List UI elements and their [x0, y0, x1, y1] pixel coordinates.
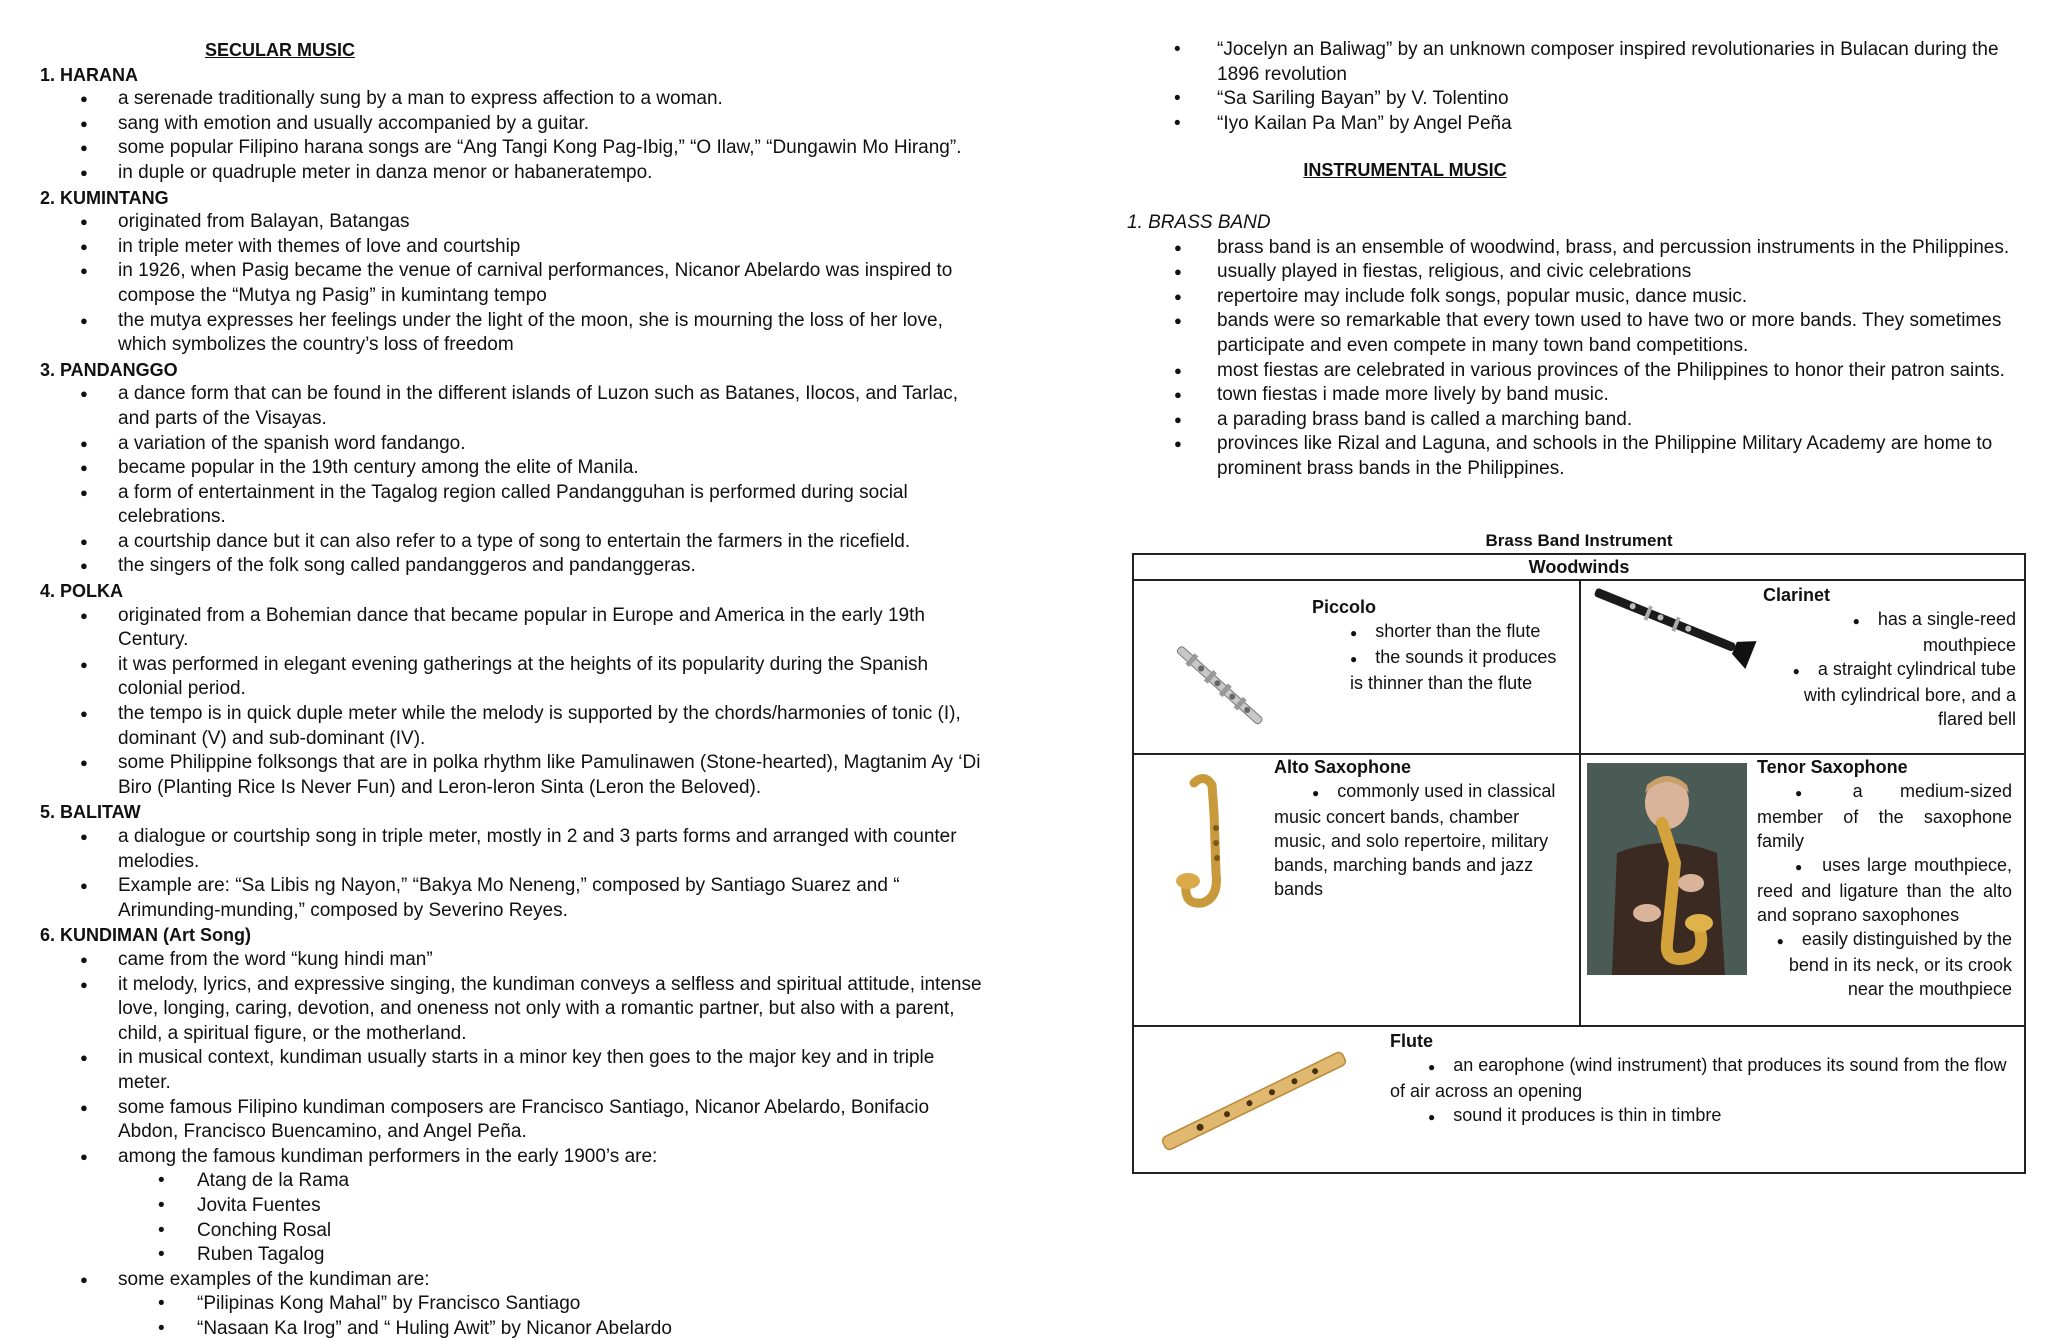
list-item: ● usually played in fiestas, religious, and civic celebrations: [1125, 260, 2025, 285]
list-item: ● it melody, lyrics, and expressive singing, the kundiman conveys a selfless and spiritual attitude, intense love, longing, caring, devotion, and oneness not only with a romantic partner, but also with a parent, child, a spiritual figure, or the motherland.: [40, 973, 990, 1047]
list-item: ● the singers of the folk song called pandanggeros and pandanggeras.: [40, 554, 990, 579]
list-item: ● easily distinguished by the bend in its neck, or its crook near the mouthpiece: [1757, 927, 2012, 1001]
list-item: ● the sounds it produces is thinner than the flute: [1312, 645, 1572, 695]
list-item: ● uses large mouthpiece, reed and ligature than the alto and soprano saxophones: [1757, 853, 2012, 927]
list-item: • Ruben Tagalog: [40, 1243, 990, 1268]
list-item: • “Nasaan Ka Irog” and “ Huling Awit” by Nicanor Abelardo: [40, 1317, 990, 1341]
kumintang-list: [40, 210, 990, 358]
list-item: ● provinces like Rizal and Laguna, and schools in the Philippine Military Academy are home to prominent brass bands in the Philippines.: [1125, 432, 2025, 481]
tenor-saxophone-cell: [1580, 754, 2025, 1026]
piccolo-name: Piccolo: [1312, 597, 1377, 617]
list-item: • Atang de la Rama: [40, 1169, 990, 1194]
piccolo-cell: [1133, 580, 1580, 754]
list-item: ● some famous Filipino kundiman composers are Francisco Santiago, Nicanor Abelardo, Bonifacio Abdon, Francisco Buencamino, and Angel Peña.: [40, 1096, 990, 1145]
tenor-saxophone-image: [1587, 763, 1747, 975]
instrumental-music-heading: INSTRUMENTAL MUSIC: [1303, 160, 1507, 181]
list-item: ● a dialogue or courtship song in triple meter, mostly in 2 and 3 parts forms and arranged with counter melodies.: [40, 825, 990, 874]
brass-band-title: 1. BRASS BAND: [1127, 211, 1271, 233]
clarinet-text: [1761, 583, 2016, 731]
list-item: ● a courtship dance but it can also refer to a type of song to entertain the farmers in the ricefield.: [40, 530, 990, 555]
kundiman-examples-list: [40, 1292, 990, 1341]
list-item: ● Example are: “Sa Libis ng Nayon,” “Bakya Mo Neneng,” composed by Santiago Suarez and “ Arimunding-munding,” composed by Severino Reyes.: [40, 874, 990, 923]
alto-saxophone-image: [1164, 773, 1244, 913]
list-item: ● originated from Balayan, Batangas: [40, 210, 990, 235]
list-item: ● it was performed in elegant evening gatherings at the heights of its popularity during the Spanish colonial period.: [40, 653, 990, 702]
list-item: ● came from the word “kung hindi man”: [40, 948, 990, 973]
list-item: • “Sa Sariling Bayan” by V. Tolentino: [1125, 87, 2025, 112]
piccolo-text: [1312, 595, 1572, 695]
continued-examples-list: [1125, 38, 2025, 136]
section-title-polka: 4. POLKA: [40, 581, 124, 602]
section-title-balitaw: 5. BALITAW: [40, 802, 141, 823]
list-item: ● a parading brass band is called a marching band.: [1125, 408, 2025, 433]
section-title-kumintang: 2. KUMINTANG: [40, 187, 169, 208]
list-item: ● brass band is an ensemble of woodwind, brass, and percussion instruments in the Philippines.: [1125, 236, 2025, 261]
flute-cell: [1133, 1026, 2025, 1173]
section-title-kundiman: 6. KUNDIMAN (Art Song): [40, 925, 251, 946]
section-title-pandanggo: 3. PANDANGGO: [40, 359, 178, 380]
instrument-table-wrapper: [1132, 529, 2026, 1174]
balitaw-list: [40, 825, 990, 923]
table-header: Woodwinds: [1133, 554, 2025, 580]
list-item: ● most fiestas are celebrated in various provinces of the Philippines to honor their patron saints.: [1125, 359, 2025, 384]
list-item: ● some examples of the kundiman are:: [40, 1268, 990, 1293]
right-column: [1127, 38, 2025, 482]
secular-music-heading: SECULAR MUSIC: [204, 40, 355, 60]
list-item: ● shorter than the flute: [1312, 619, 1572, 645]
list-item: ● among the famous kundiman performers in the early 1900’s are:: [40, 1145, 990, 1170]
list-item: ● sound it produces is thin in timbre: [1390, 1103, 2020, 1129]
alto-saxophone-text: [1274, 755, 1572, 901]
spacer: [1135, 136, 2025, 158]
piccolo-image: [1164, 631, 1274, 741]
list-item: • “Pilipinas Kong Mahal” by Francisco Santiago: [40, 1292, 990, 1317]
brass-band-list: [1125, 236, 2025, 482]
list-item: ● became popular in the 19th century among the elite of Manila.: [40, 456, 990, 481]
kundiman-list: [40, 948, 990, 1169]
polka-list: [40, 604, 990, 801]
list-item: ● a serenade traditionally sung by a man to express affection to a woman.: [40, 87, 990, 112]
instrument-table: [1132, 553, 2026, 1174]
section-title-harana: 1. HARANA: [40, 64, 139, 85]
list-item: • Conching Rosal: [40, 1219, 990, 1244]
list-item: ● a straight cylindrical tube with cylindrical bore, and a flared bell: [1761, 657, 2016, 731]
list-item: ● repertoire may include folk songs, popular music, dance music.: [1125, 285, 2025, 310]
list-item: ● a medium-sized member of the saxophone family: [1757, 779, 2012, 853]
alto-saxophone-cell: [1133, 754, 1580, 1026]
list-item: ● in 1926, when Pasig became the venue of carnival performances, Nicanor Abelardo was inspired to compose the “Mutya ng Pasig” in kumintang tempo: [40, 259, 990, 308]
pandanggo-list: [40, 382, 990, 579]
clarinet-image: [1589, 579, 1759, 669]
list-item: ● originated from a Bohemian dance that became popular in Europe and America in the early 19th Century.: [40, 604, 990, 653]
tenor-saxophone-text: [1757, 755, 2012, 1001]
left-column: [40, 38, 990, 1341]
clarinet-cell: [1580, 580, 2025, 754]
list-item: ● commonly used in classical music concert bands, chamber music, and solo repertoire, military bands, marching bands and jazz bands: [1274, 779, 1572, 901]
alto-saxophone-name: Alto Saxophone: [1274, 757, 1412, 777]
list-item: ● a dance form that can be found in the different islands of Luzon such as Batanes, Ilocos, and Tarlac, and parts of the Visayas.: [40, 382, 990, 431]
list-item: ● bands were so remarkable that every town used to have two or more bands. They sometimes participate and even compete in many town band competitions.: [1125, 309, 2025, 358]
list-item: ● town fiestas i made more lively by band music.: [1125, 383, 2025, 408]
list-item: ● a form of entertainment in the Tagalog region called Pandangguhan is performed during social celebrations.: [40, 481, 990, 530]
list-item: ● has a single-reed mouthpiece: [1761, 607, 2016, 657]
list-item: ● in musical context, kundiman usually starts in a minor key then goes to the major key and in triple meter.: [40, 1046, 990, 1095]
list-item: • “Iyo Kailan Pa Man” by Angel Peña: [1125, 112, 2025, 137]
flute-name: Flute: [1390, 1031, 1433, 1051]
flute-text: [1390, 1029, 2020, 1129]
list-item: ● the mutya expresses her feelings under the light of the moon, she is mourning the loss of her love, which symbolizes the country’s loss of freedom: [40, 309, 990, 358]
kundiman-examples-intro: [40, 1268, 990, 1293]
list-item: • Jovita Fuentes: [40, 1194, 990, 1219]
list-item: ● a variation of the spanish word fandango.: [40, 432, 990, 457]
flute-image: [1154, 1039, 1354, 1164]
list-item: ● in triple meter with themes of love and courtship: [40, 235, 990, 260]
list-item: ● in duple or quadruple meter in danza menor or habaneratempo.: [40, 161, 990, 186]
list-item: ● some popular Filipino harana songs are “Ang Tangi Kong Pag-Ibig,” “O Ilaw,” “Dungawin Mo Hirang”.: [40, 136, 990, 161]
list-item: ● the tempo is in quick duple meter while the melody is supported by the chords/harmonies of tonic (I), dominant (V) and sub-dominant (IV).: [40, 702, 990, 751]
list-item: ● some Philippine folksongs that are in polka rhythm like Pamulinawen (Stone-hearted), Magtanim Ay ‘Di Biro (Planting Rice Is Never Fun) and Leron-leron Sinta (Leron the Beloved).: [40, 751, 990, 800]
harana-list: [40, 87, 990, 185]
performers-list: [40, 1169, 990, 1267]
clarinet-name: Clarinet: [1763, 585, 1831, 605]
list-item: • “Jocelyn an Baliwag” by an unknown composer inspired revolutionaries in Bulacan during the 1896 revolution: [1125, 38, 2025, 87]
table-caption: Brass Band Instrument: [1485, 531, 1673, 550]
list-item: ● sang with emotion and usually accompanied by a guitar.: [40, 112, 990, 137]
list-item: ● an earophone (wind instrument) that produces its sound from the flow of air across an opening: [1390, 1053, 2020, 1103]
tenor-saxophone-name: Tenor Saxophone: [1757, 757, 1908, 777]
